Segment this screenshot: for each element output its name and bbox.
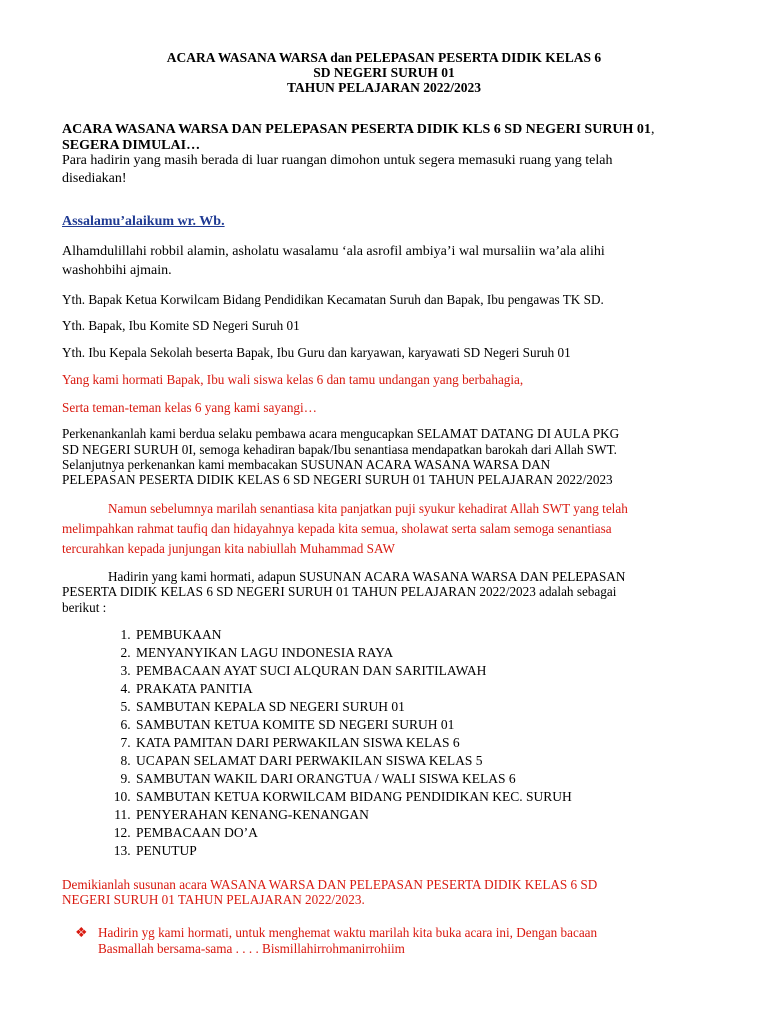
agenda-item: 8. UCAPAN SELAMAT DARI PERWAKILAN SISWA KELAS 5 — [134, 752, 572, 770]
opening-line1: Alhamdulillahi robbil alamin, asholatu wasalamu ‘ala asrofil ambiya’i wal mursaliin wa’ala alihi — [62, 244, 605, 259]
intro-line4: disediakan! — [62, 171, 127, 186]
agenda-item: 10. SAMBUTAN KETUA KORWILCAM BIDANG PENDIDIKAN KEC. SURUH — [134, 788, 572, 806]
intro-line3: Para hadirin yang masih berada di luar ruangan dimohon untuk segera memasuki ruang yang telah — [62, 153, 613, 168]
prayer-para-line1: Namun sebelumnya marilah senantiasa kita panjatkan puji syukur kehadirat Allah SWT yang telah — [108, 501, 628, 516]
intro-bold-tail: , — [650, 122, 655, 137]
schedule-para-line1: Hadirin yang kami hormati, adapun SUSUNAN ACARA WASANA WARSA DAN PELEPASAN — [108, 569, 626, 584]
agenda-item: 4. PRAKATA PANITIA — [134, 680, 572, 698]
header-title-line3: TAHUN PELAJARAN 2022/2023 — [286, 80, 481, 95]
salutation-line: Yth. Bapak Ketua Korwilcam Bidang Pendidikan Kecamatan Suruh dan Bapak, Ibu pengawas TK SD. — [62, 292, 604, 307]
agenda-item: 13. PENUTUP — [134, 842, 572, 860]
prayer-para-line2: melimpahkan rahmat taufiq dan hidayahnya kepada kita semua, sholawat serta salam semoga senantiasa — [62, 521, 612, 536]
greeting-heading: Assalamu’alaikum wr. Wb. — [62, 214, 225, 229]
prayer-para-line3: tercurahkan kepada junjungan kita nabiullah Muhammad SAW — [62, 541, 395, 556]
agenda-list — [104, 626, 572, 860]
intro-bold-line1 — [62, 122, 654, 138]
header-title-line2: SD NEGERI SURUH 01 — [313, 65, 455, 80]
welcome-para-line1: Perkenankanlah kami berdua selaku pembawa acara mengucapkan SELAMAT DATANG DI AULA PKG — [62, 426, 620, 441]
agenda-item: 12. PEMBACAAN DO’A — [134, 824, 572, 842]
agenda-item: 3. PEMBACAAN AYAT SUCI ALQURAN DAN SARITILAWAH — [134, 662, 572, 680]
salutation-line: Yth. Ibu Kepala Sekolah beserta Bapak, Ibu Guru dan karyawan, karyawati SD Negeri Suruh 01 — [62, 345, 571, 360]
intro-bold-line2: SEGERA DIMULAI… — [62, 138, 201, 153]
salutation-line: Yth. Bapak, Ibu Komite SD Negeri Suruh 01 — [62, 318, 300, 333]
bullet-para-line2: Basmallah bersama-sama . . . . Bismillahirrohmanirrohiim — [98, 941, 405, 956]
agenda-item: 2. MENYANYIKAN LAGU INDONESIA RAYA — [134, 644, 572, 662]
diamond-bullet-icon: ❖ — [75, 926, 88, 941]
closing-line2: NEGERI SURUH 01 TAHUN PELAJARAN 2022/2023. — [62, 892, 365, 907]
red-salutation-line: Serta teman-teman kelas 6 yang kami sayangi… — [62, 400, 317, 415]
agenda-item: 7. KATA PAMITAN DARI PERWAKILAN SISWA KELAS 6 — [134, 734, 572, 752]
opening-line2: washohbihi ajmain. — [62, 263, 172, 278]
agenda-item: 1. PEMBUKAAN — [134, 626, 572, 644]
schedule-para-line3: berikut : — [62, 600, 107, 615]
bullet-para-line1: Hadirin yg kami hormati, untuk menghemat waktu marilah kita buka acara ini, Dengan bacaan — [98, 925, 598, 940]
agenda-item: 6. SAMBUTAN KETUA KOMITE SD NEGERI SURUH 01 — [134, 716, 572, 734]
schedule-para-line2: PESERTA DIDIK KELAS 6 SD NEGERI SURUH 01 TAHUN PELAJARAN 2022/2023 adalah sebagai — [62, 584, 617, 599]
agenda-item: 5. SAMBUTAN KEPALA SD NEGERI SURUH 01 — [134, 698, 572, 716]
red-salutation-line: Yang kami hormati Bapak, Ibu wali siswa kelas 6 dan tamu undangan yang berbahagia, — [62, 372, 524, 387]
intro-bold-text: ACARA WASANA WARSA DAN PELEPASAN PESERTA DIDIK KLS 6 SD NEGERI SURUH 01 — [62, 122, 651, 137]
header-title-line1: ACARA WASANA WARSA dan PELEPASAN PESERTA DIDIK KELAS 6 — [166, 50, 602, 65]
welcome-para-line3: Selanjutnya perkenankan kami membacakan SUSUNAN ACARA WASANA WARSA DAN — [62, 457, 551, 472]
closing-line1: Demikianlah susunan acara WASANA WARSA DAN PELEPASAN PESERTA DIDIK KELAS 6 SD — [62, 877, 598, 892]
welcome-para-line4: PELEPASAN PESERTA DIDIK KELAS 6 SD NEGERI SURUH 01 TAHUN PELAJARAN 2022/2023 — [62, 472, 613, 487]
agenda-item: 9. SAMBUTAN WAKIL DARI ORANGTUA / WALI SISWA KELAS 6 — [134, 770, 572, 788]
welcome-para-line2: SD NEGERI SURUH 0I, semoga kehadiran bapak/Ibu senantiasa mendapatkan barokah dari Allah SWT. — [62, 442, 617, 457]
agenda-item: 11. PENYERAHAN KENANG-KENANGAN — [134, 806, 572, 824]
